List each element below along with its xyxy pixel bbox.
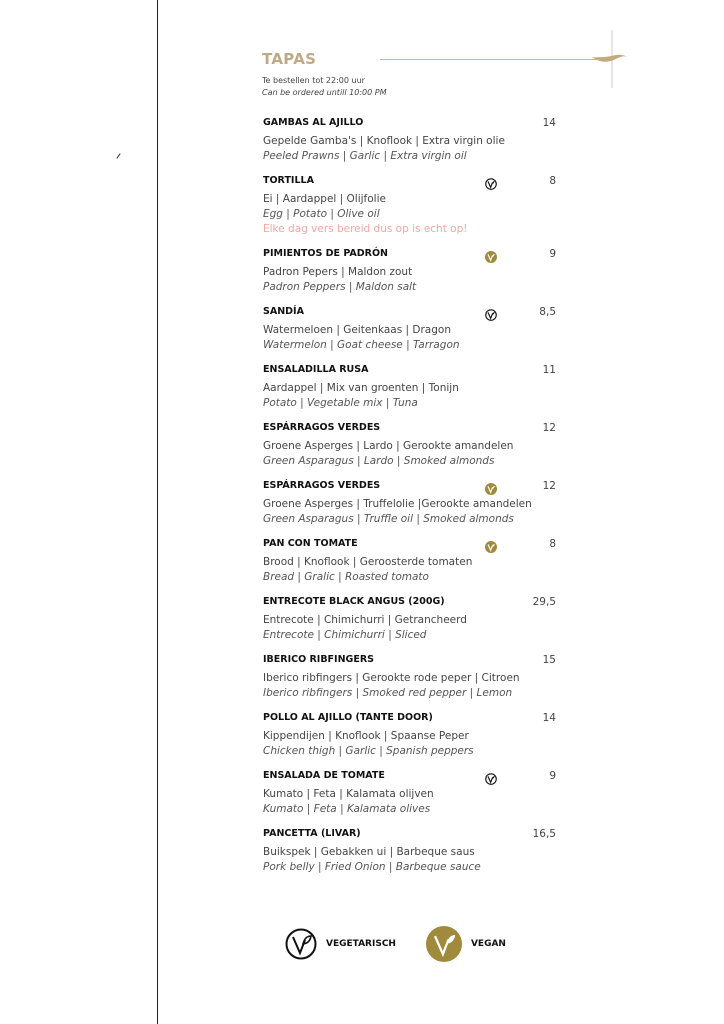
menu-item [263,535,563,585]
menu-item [263,303,563,353]
item-description-nl: Iberico ribfingers | Gerookte rode peper | Citroen [263,672,520,684]
item-price: 12 [542,480,556,492]
item-price: 9 [549,248,556,260]
item-name: PAN CON TOMATE [263,538,358,549]
item-price: 14 [542,117,556,129]
vegetarian-icon [285,928,317,960]
item-name: ESPÁRRAGOS VERDES [263,422,381,433]
menu-item [263,361,563,411]
item-price: 12 [542,422,556,434]
item-price: 11 [542,364,556,376]
item-description-en: Green Asparagus | Truffle oil | Smoked almonds [263,513,514,525]
item-description-en: Green Asparagus | Lardo | Smoked almonds [263,455,495,467]
item-description-en: Bread | Gralic | Roasted tomato [263,571,429,583]
item-description-en: Padron Peppers | Maldon salt [263,281,417,293]
vegan-icon [426,926,462,962]
item-description-en: Entrecote | Chimichurri | Sliced [263,629,427,641]
item-price: 16,5 [532,828,556,840]
item-name: GAMBAS AL AJILLO [263,117,364,128]
menu-item [263,172,563,237]
item-price: 9 [549,770,556,782]
menu-item [263,651,563,701]
menu-item [263,825,563,875]
menu-items [263,114,563,883]
menu-item [263,477,563,527]
item-name: ENTRECOTE BLACK ANGUS (200G) [263,596,445,607]
item-note: Elke dag vers bereid dus op is echt op! [263,223,468,235]
item-description-en: Chicken thigh | Garlic | Spanish peppers [263,745,474,757]
legend [285,926,506,962]
menu-item [263,709,563,759]
item-name: ENSALADILLA RUSA [263,364,369,375]
order-time-en: Can be ordered untill 10:00 PM [262,88,387,97]
vegan-icon [485,538,497,550]
margin-line [157,0,158,1024]
legend-vegan-label: VEGAN [470,939,506,949]
item-name: PANCETTA (LIVAR) [263,828,361,839]
menu-item [263,114,563,164]
menu-item [263,593,563,643]
item-name: TORTILLA [263,175,314,186]
item-description-en: Potato | Vegetable mix | Tuna [263,397,418,409]
item-description-nl: Entrecote | Chimichurri | Getrancheerd [263,614,467,626]
item-description-nl: Kumato | Feta | Kalamata olijven [263,788,434,800]
item-description-en: Watermelon | Goat cheese | Tarragon [263,339,460,351]
item-name: ESPÁRRAGOS VERDES [263,480,381,491]
item-description-en: Peeled Prawns | Garlic | Extra virgin oil [263,150,467,162]
item-description-nl: Gepelde Gamba's | Knoflook | Extra virgin olie [263,135,505,147]
item-name: ENSALADA DE TOMATE [263,770,385,781]
order-time-nl: Te bestellen tot 22:00 uur [262,76,365,85]
item-price: 14 [542,712,556,724]
vegetarian-icon [485,770,497,782]
item-name: SANDÍA [263,306,304,317]
pen-mark [116,153,120,158]
item-description-nl: Brood | Knoflook | Geroosterde tomaten [263,556,473,568]
item-description-nl: Buikspek | Gebakken ui | Barbeque saus [263,846,475,858]
menu-item [263,245,563,295]
item-name: POLLO AL AJILLO (TANTE DOOR) [263,712,433,723]
item-description-nl: Kippendijen | Knoflook | Spaanse Peper [263,730,469,742]
item-price: 29,5 [532,596,556,608]
vegan-icon [485,248,497,260]
item-description-nl: Watermeloen | Geitenkaas | Dragon [263,324,451,336]
item-name: IBERICO RIBFINGERS [263,654,374,665]
vegan-icon [485,480,497,492]
item-description-nl: Padron Pepers | Maldon zout [263,266,413,278]
legend-vegetarian-label: VEGETARISCH [326,939,396,949]
item-description-en: Egg | Potato | Olive oil [263,208,380,220]
item-description-nl: Groene Asperges | Truffelolie |Gerookte amandelen [263,498,532,510]
item-price: 8 [549,538,556,550]
item-price: 8,5 [539,306,556,318]
item-price: 8 [549,175,556,187]
chili-pepper-icon [590,30,630,90]
item-description-en: Pork belly | Fried Onion | Barbeque sauce [263,861,481,873]
menu-item [263,419,563,469]
menu-item [263,767,563,817]
item-name: PIMIENTOS DE PADRÓN [263,248,388,259]
item-description-nl: Groene Asperges | Lardo | Gerookte amandelen [263,440,514,452]
section-title: TAPAS [262,50,317,68]
vegetarian-icon [485,175,497,187]
title-divider [380,59,600,60]
vegetarian-icon [485,306,497,318]
item-description-nl: Aardappel | Mix van groenten | Tonijn [263,382,459,394]
item-description-en: Iberico ribfingers | Smoked red pepper | Lemon [263,687,513,699]
item-price: 15 [542,654,556,666]
item-description-en: Kumato | Feta | Kalamata olives [263,803,431,815]
item-description-nl: Ei | Aardappel | Olijfolie [263,193,386,205]
